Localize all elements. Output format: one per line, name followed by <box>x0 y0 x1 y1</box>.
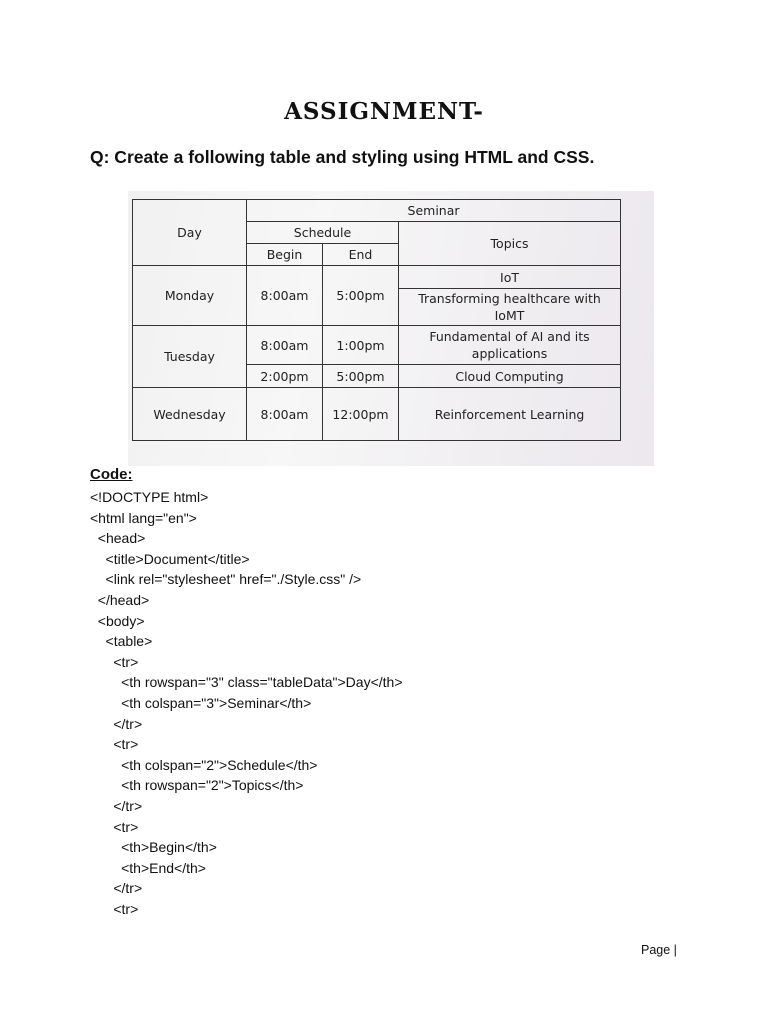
code-line: <html lang="en"> <box>90 509 197 526</box>
tuesday-topic-1: Fundamental of AI and its applications <box>399 326 621 365</box>
day-wednesday: Wednesday <box>133 388 247 441</box>
day-tuesday: Tuesday <box>133 326 247 388</box>
code-line: <th>End</th> <box>90 859 206 876</box>
code-line: </head> <box>90 591 150 608</box>
code-line: <table> <box>90 633 153 650</box>
code-line: <th rowspan="3" class="tableData">Day</th> <box>90 674 403 691</box>
tuesday-begin-2: 2:00pm <box>247 365 323 388</box>
code-line: <tr> <box>90 900 139 917</box>
wednesday-begin: 8:00am <box>247 388 323 441</box>
wednesday-end: 12:00pm <box>323 388 399 441</box>
seminar-table <box>132 199 621 441</box>
monday-topic-2: Transforming healthcare with IoMT <box>399 289 621 326</box>
tuesday-topic-2: Cloud Computing <box>399 365 621 388</box>
question-text: Q: Create a following table and styling using HTML and CSS. <box>90 147 595 167</box>
code-line: <tr> <box>90 818 139 835</box>
header-seminar: Seminar <box>247 200 621 222</box>
code-line: <body> <box>90 612 145 629</box>
code-heading: Code: <box>90 466 133 483</box>
code-line: <tr> <box>90 653 139 670</box>
code-line: <th>Begin</th> <box>90 839 217 856</box>
code-line: <tr> <box>90 736 139 753</box>
code-line: <link rel="stylesheet" href="./Style.css" /> <box>90 571 362 588</box>
code-line: <!DOCTYPE html> <box>90 489 209 505</box>
code-line: <th rowspan="2">Topics</th> <box>90 777 304 794</box>
code-line: <th colspan="3">Seminar</th> <box>90 694 312 711</box>
code-line: </tr> <box>90 880 143 897</box>
header-day: Day <box>133 200 247 266</box>
day-monday: Monday <box>133 266 247 326</box>
monday-end: 5:00pm <box>323 266 399 326</box>
document-title: ASSIGNMENT- <box>284 98 484 125</box>
tuesday-begin-1: 8:00am <box>247 326 323 365</box>
header-topics: Topics <box>399 222 621 266</box>
tuesday-end-2: 5:00pm <box>323 365 399 388</box>
header-begin: Begin <box>247 244 323 266</box>
scanned-table-image <box>128 191 654 466</box>
header-schedule: Schedule <box>247 222 399 244</box>
code-line: <title>Document</title> <box>90 550 250 567</box>
page-footer: Page | <box>641 943 677 957</box>
header-end: End <box>323 244 399 266</box>
code-block <box>90 487 403 919</box>
wednesday-topic: Reinforcement Learning <box>399 388 621 441</box>
code-line: <th colspan="2">Schedule</th> <box>90 756 318 773</box>
code-line: </tr> <box>90 715 143 732</box>
monday-begin: 8:00am <box>247 266 323 326</box>
tuesday-end-1: 1:00pm <box>323 326 399 365</box>
code-line: </tr> <box>90 797 143 814</box>
monday-topic-1: IoT <box>399 266 621 289</box>
code-line: <head> <box>90 530 146 547</box>
